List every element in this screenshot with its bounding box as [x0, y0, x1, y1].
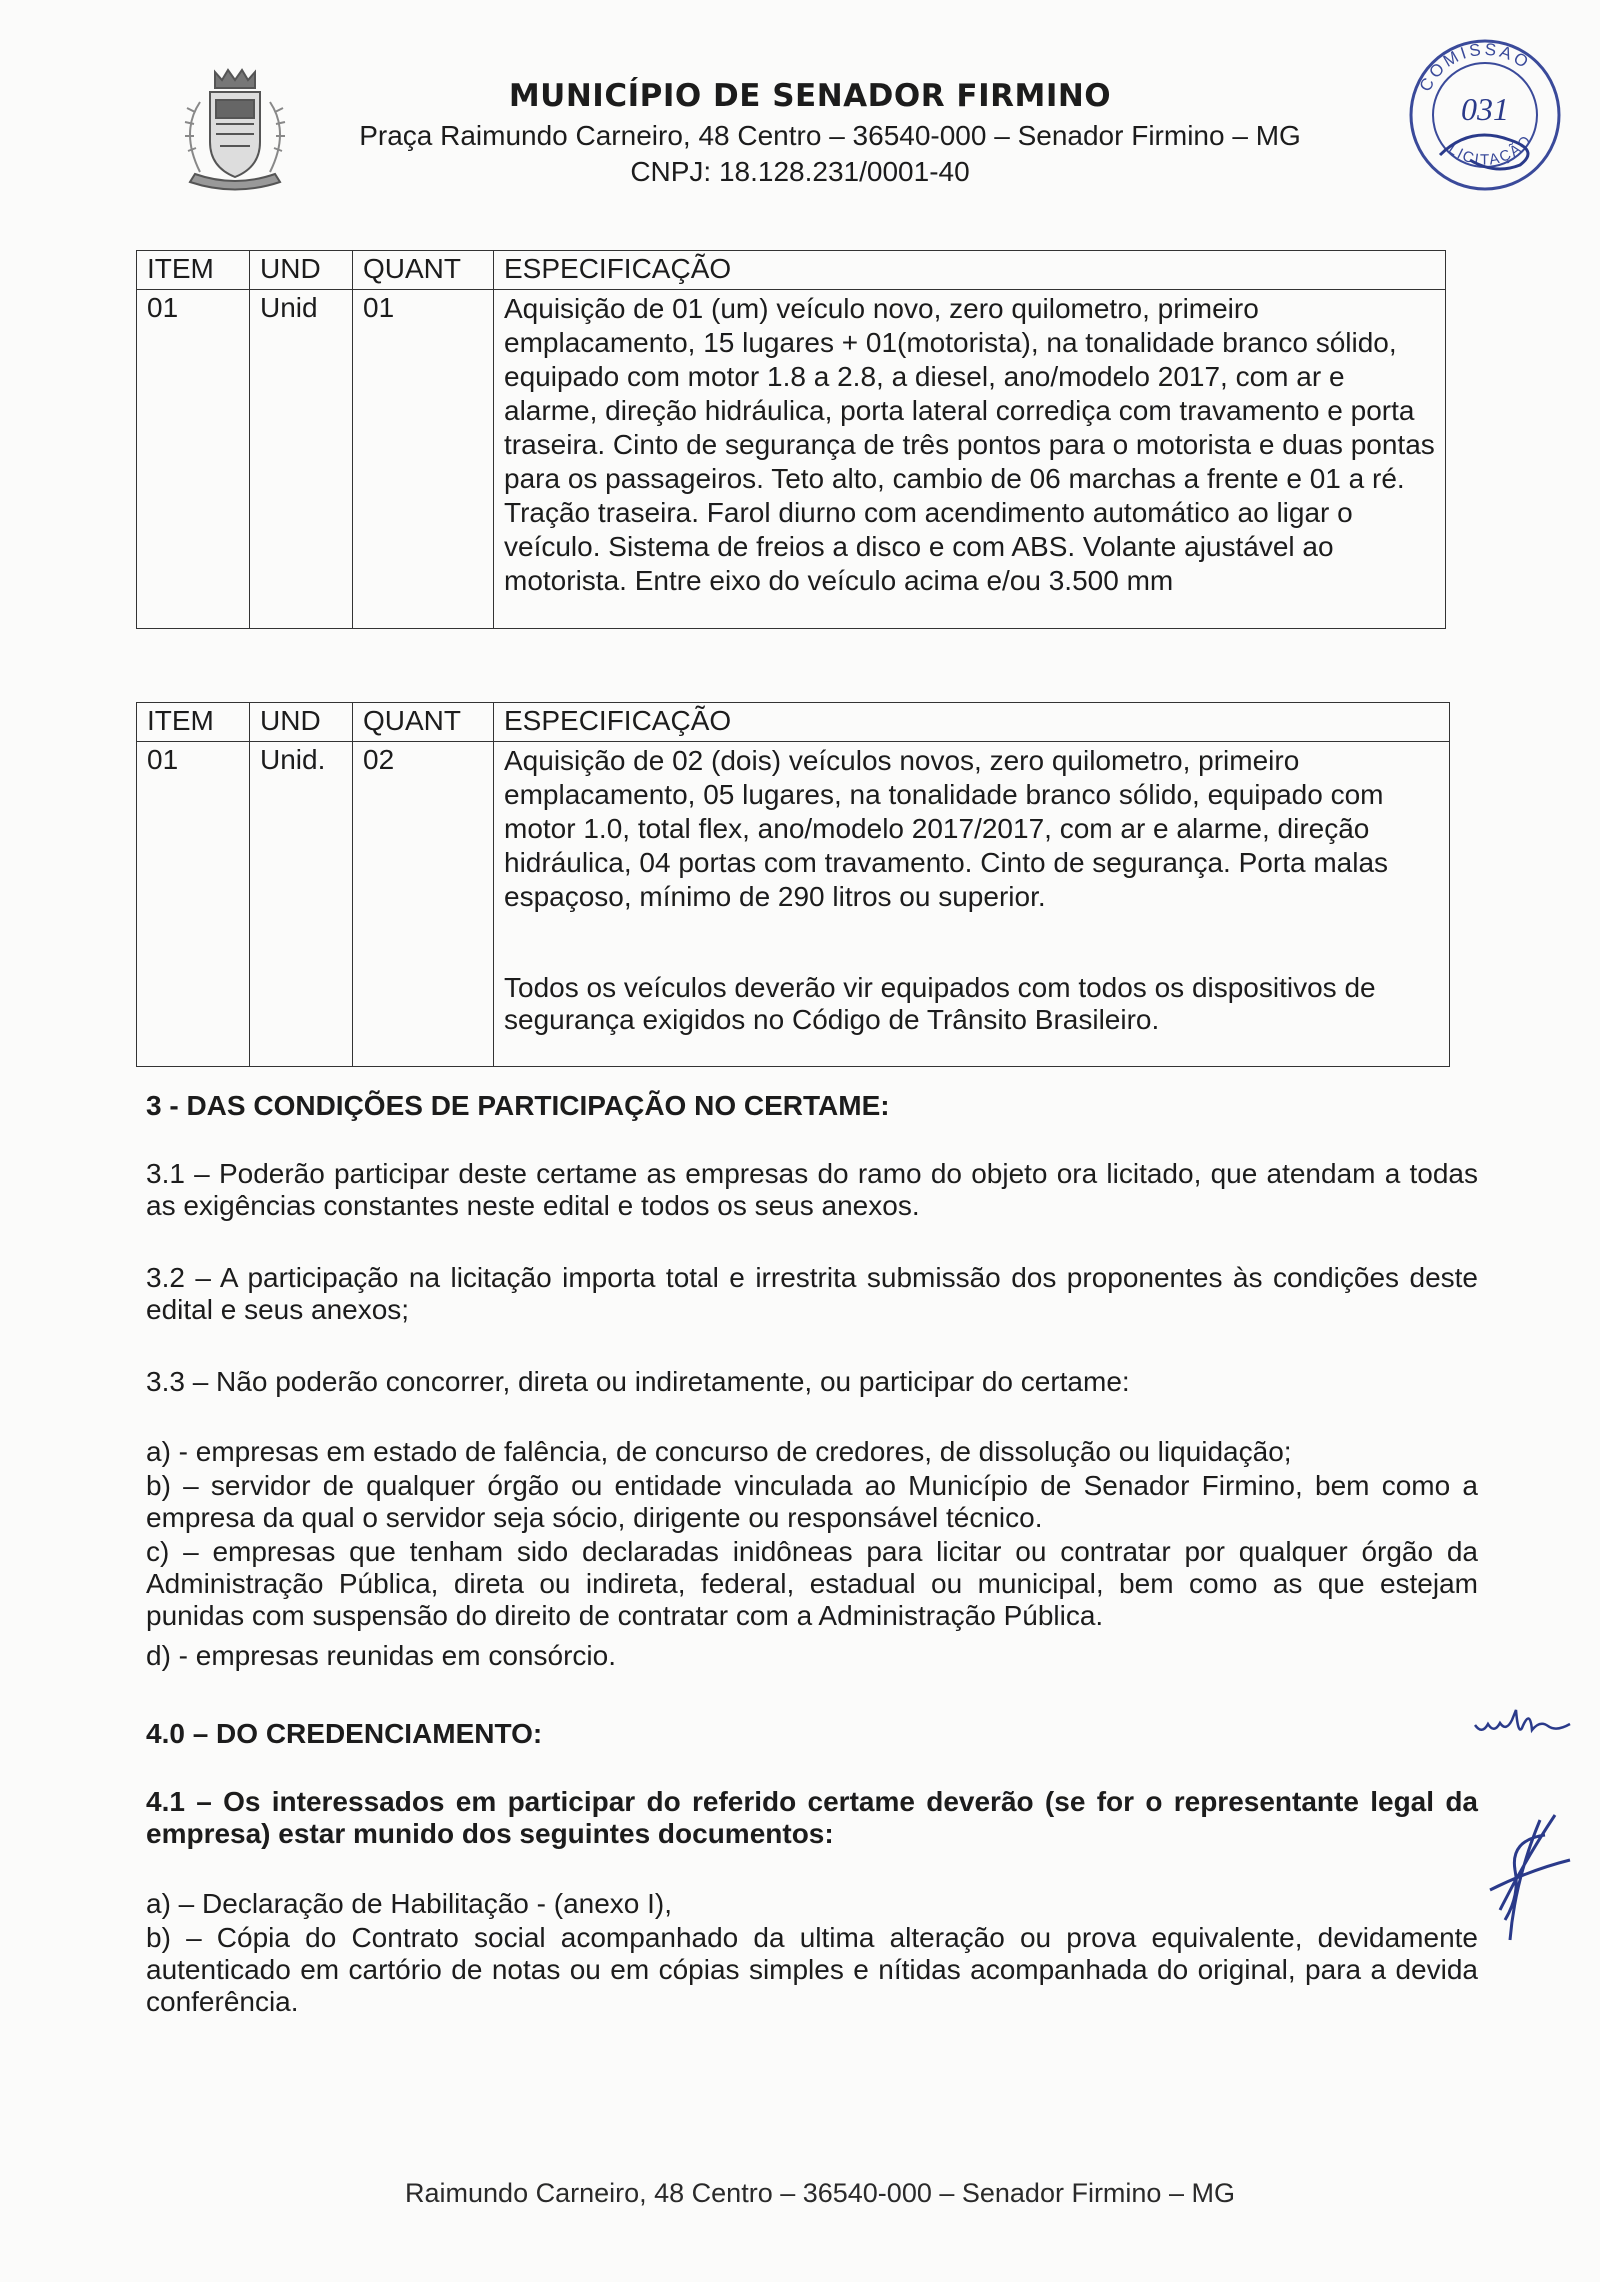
header-address: Praça Raimundo Carneiro, 48 Centro – 36540-000 – Senador Firmino – MG: [359, 120, 1301, 151]
svg-text:COMISSÃO: [1416, 40, 1535, 95]
cell-und: Unid.: [250, 742, 353, 1067]
spec-note: Todos os veículos deverão vir equipados com todos os dispositivos de segurança exigidos no Código de Trânsito Brasileiro.: [504, 972, 1376, 1035]
handwritten-initials: [1470, 1690, 1580, 1750]
paragraph-3-2: 3.2 – A participação na licitação importa total e irrestrita submissão dos proponentes às condições deste edital e seus anexos;: [146, 1262, 1478, 1325]
col-header-quant: QUANT: [353, 703, 494, 742]
col-header-item: ITEM: [137, 251, 250, 290]
col-header-spec: ESPECIFICAÇÃO: [494, 703, 1450, 742]
stamp-number: 031: [1461, 91, 1509, 127]
cell-item: 01: [137, 290, 250, 629]
col-header-und: UND: [250, 703, 353, 742]
spec-text: Aquisição de 02 (dois) veículos novos, zero quilometro, primeiro emplacamento, 05 lugares, na tonalidade branco sólido, equipado com motor 1.0, total flex, ano/modelo 2017/2017, com ar e alarme, direção hidráulica, 04 portas com travamento. Cinto de segurança. Porta malas espaçoso, mínimo de 290 litros ou superior.: [504, 745, 1389, 912]
spec-table-2: [136, 702, 1450, 1067]
paragraph-3-1: 3.1 – Poderão participar deste certame as empresas do ramo do objeto ora licitado, que atendam a todas as exigências constantes neste edital e todos os seus anexos.: [146, 1158, 1478, 1221]
section-3-heading: 3 - DAS CONDIÇÕES DE PARTICIPAÇÃO NO CERTAME:: [146, 1090, 890, 1121]
table-header-row: [137, 703, 1450, 742]
paragraph-3-3: 3.3 – Não poderão concorrer, direta ou indiretamente, ou participar do certame:: [146, 1366, 1130, 1397]
cell-spec: [494, 742, 1450, 1067]
commission-stamp: [1400, 30, 1570, 200]
header-cnpj: CNPJ: 18.128.231/0001-40: [630, 156, 970, 187]
cell-item: 01: [137, 742, 250, 1067]
table-row: [137, 742, 1450, 1067]
stamp-top-text: COMISSÃO: [1415, 39, 1535, 95]
item-3-d: d) - empresas reunidas em consórcio.: [146, 1640, 616, 1671]
cell-und: Unid: [250, 290, 353, 629]
handwritten-signature: [1470, 1800, 1580, 1950]
item-3-b: b) – servidor de qualquer órgão ou entidade vinculada ao Município de Senador Firmino, bem como a empresa da qual o servidor seja sócio, dirigente ou responsável técnico.: [146, 1470, 1478, 1533]
cell-spec: Aquisição de 01 (um) veículo novo, zero quilometro, primeiro emplacamento, 15 lugares + 01(motorista), na tonalidade branco sólido, equipado com motor 1.8 a 2.8, a diesel, ano/modelo 2017, com ar e alarme, direção hidráulica, porta lateral corrediça com travamento e porta traseira. Cinto de segurança de três pontos para o motorista e duas pontas para os passageiros. Teto alto, cambio de 06 marchas a frente e 01 a ré. Tração traseira. Farol diurno com acendimento automático ao ligar o veículo. Sistema de freios a disco e com ABS. Volante ajustável ao motorista. Entre eixo do veículo acima e/ou 3.500 mm: [494, 290, 1446, 629]
table-header-row: [137, 251, 1446, 290]
col-header-und: UND: [250, 251, 353, 290]
stamp-bottom-text: LICITAÇÃO: [1445, 131, 1536, 169]
col-header-item: ITEM: [137, 703, 250, 742]
cell-quant: 02: [353, 742, 494, 1067]
section-4-heading: 4.0 – DO CREDENCIAMENTO:: [146, 1718, 543, 1749]
table-row: [137, 290, 1446, 629]
paragraph-4-1: 4.1 – Os interessados em participar do referido certame deverão (se for o representante legal da empresa) estar munido dos seguintes documentos:: [146, 1786, 1478, 1849]
item-4-b: b) – Cópia do Contrato social acompanhado da ultima alteração ou prova equivalente, devidamente autenticado em cartório de notas ou em cópias simples e nítidas acompanhada do original, para a devida conferência.: [146, 1922, 1478, 2017]
col-header-quant: QUANT: [353, 251, 494, 290]
spec-table-1: [136, 250, 1446, 629]
item-4-a: a) – Declaração de Habilitação - (anexo I),: [146, 1888, 673, 1919]
item-3-a: a) - empresas em estado de falência, de concurso de credores, de dissolução ou liquidação;: [146, 1436, 1292, 1467]
item-3-c: c) – empresas que tenham sido declaradas inidôneas para licitar ou contratar por qualquer órgão da Administração Pública, direta ou indireta, federal, estadual ou municipal, bem como as que estejam punidas com suspensão do direito de contratar com a Administração Pública.: [146, 1536, 1478, 1631]
col-header-spec: ESPECIFICAÇÃO: [494, 251, 1446, 290]
page-footer: Raimundo Carneiro, 48 Centro – 36540-000 – Senador Firmino – MG: [405, 2178, 1235, 2208]
header-title: MUNICÍPIO DE SENADOR FIRMINO: [508, 78, 1112, 114]
cell-quant: 01: [353, 290, 494, 629]
